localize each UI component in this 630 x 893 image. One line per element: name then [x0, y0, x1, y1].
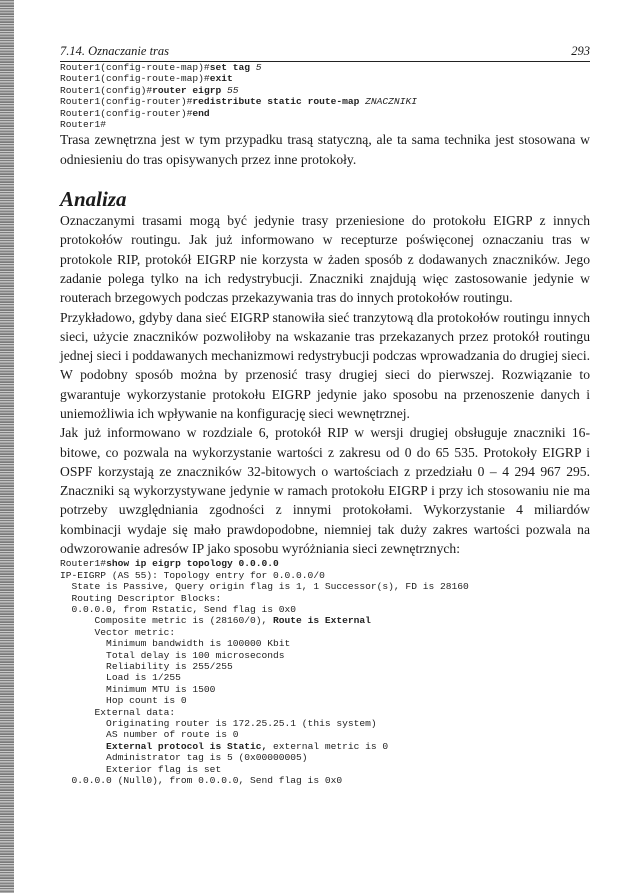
code-line: Router1#	[60, 119, 107, 131]
code-line: 0.0.0.0 (Null0), from 0.0.0.0, Send flag is 0x0	[60, 775, 343, 787]
code-line: Router1#show ip eigrp topology 0.0.0.0	[60, 558, 279, 570]
code-line: IP-EIGRP (AS 55): Topology entry for 0.0.0.0/0	[60, 569, 325, 581]
config-code-listing	[60, 62, 590, 130]
scan-binding-edge	[0, 0, 14, 893]
code-line: Router1(config-route-map)#set tag 5	[60, 62, 262, 73]
code-line: State is Passive, Query origin flag is 1, 1 Successor(s), FD is 28160	[60, 581, 469, 593]
code-line: Minimum bandwidth is 100000 Kbit	[60, 638, 291, 650]
code-line: 0.0.0.0, from Rstatic, Send flag is 0x0	[60, 604, 297, 615]
book-page	[60, 44, 590, 787]
page-number: 293	[571, 44, 590, 58]
code-line: External data:	[60, 706, 176, 718]
code-line: Hop count is 0	[60, 695, 187, 707]
paragraph-transit-network: Przykładowo, gdyby dana sieć EIGRP stanowiła sieć tranzytową dla protokołów routingu innych sieci, użycie znaczników pozwoliłoby na wskazanie tras przekazanych przez protokół routingu jednej sieci i poddawanych mechanizmowi redystrybucji podczas wprowadzania do drugiej sieci. W podobny sposób można by przenosić trasy drugiej sieci do pierwszej. Rozwiązanie to gwarantuje wykorzystanie protokołu EIGRP jedynie jako sposobu na przenoszenie danych i uniemożliwia ich wpływanie na konfigurację sieci wewnętrznej.	[60, 309, 590, 421]
code-line: Vector metric:	[60, 626, 176, 638]
code-line: Administrator tag is 5 (0x00000005)	[60, 752, 308, 764]
code-line: Router1(config)#router eigrp 55	[60, 84, 239, 96]
code-line: Router1(config-router)#redistribute static route-map ZNACZNIKI	[60, 96, 417, 108]
code-line: Router1(config-router)#end	[60, 107, 210, 119]
paragraph-tagged-routes: Oznaczanymi trasami mogą być jedynie trasy przeniesione do protokołu EIGRP z innych protokołów routingu. Jak już informowano w recepturze poświęconej oznaczaniu tras w protokole RIP, protokół EIGRP nie korzysta w żaden sposób z dodawanych znaczników. Jego zadanie polega tylko na ich redystrybucji. Znaczniki znajdują więc zastosowanie jedynie w routerach brzegowych podczas przekazywania tras do innych protokołów routingu.	[60, 213, 590, 306]
code-line: Exterior flag is set	[60, 763, 222, 775]
header-section-title: 7.14. Oznaczanie tras	[60, 44, 170, 58]
topology-output-listing	[60, 558, 590, 786]
code-line: Minimum MTU is 1500	[60, 683, 216, 695]
code-line: Originating router is 172.25.25.1 (this system)	[60, 718, 377, 730]
paragraph-tag-ranges: Jak już informowano w rozdziale 6, protokół RIP w wersji drugiej obsługuje znaczniki 16-bitowe, co pozwala na wykorzystanie wartości z zakresu od 0 do 65 535. Protokoły EIGRP i OSPF korzystają ze znaczników 32-bitowych o wartościach z przedziału 0 – 4 294 967 295. Znaczniki są wykorzystywane jedynie w ramach protokołu EIGRP i przy ich stosowaniu nie ma potrzeby uwzględniania zgodności z innymi protokołami. Wykorzystanie 4 miliardów kombinacji wydaje się mało prawdopodobne, niemniej tak duży zakres wartości pozwala na odwzorowanie adresów IP jako sposobu wyróżniania sieci zewnętrznych:	[60, 425, 590, 557]
running-header	[60, 44, 590, 62]
code-line: Composite metric is (28160/0), Route is External	[60, 615, 371, 627]
code-line: Load is 1/255	[60, 672, 181, 684]
section-heading-analiza: Analiza	[60, 187, 127, 212]
code-line: Total delay is 100 microseconds	[60, 649, 285, 661]
paragraph-external-route: Trasa zewnętrzna jest w tym przypadku trasą statyczną, ale ta sama technika jest stosowana w odniesieniu do tras opisywanych przez inne protokoły.	[60, 132, 590, 167]
code-line: Reliability is 255/255	[60, 661, 233, 673]
code-line: Router1(config-route-map)#exit	[60, 73, 233, 85]
code-line: AS number of route is 0	[60, 729, 239, 741]
code-line: External protocol is Static, external metric is 0	[60, 740, 389, 752]
code-line: Routing Descriptor Blocks:	[60, 592, 222, 604]
